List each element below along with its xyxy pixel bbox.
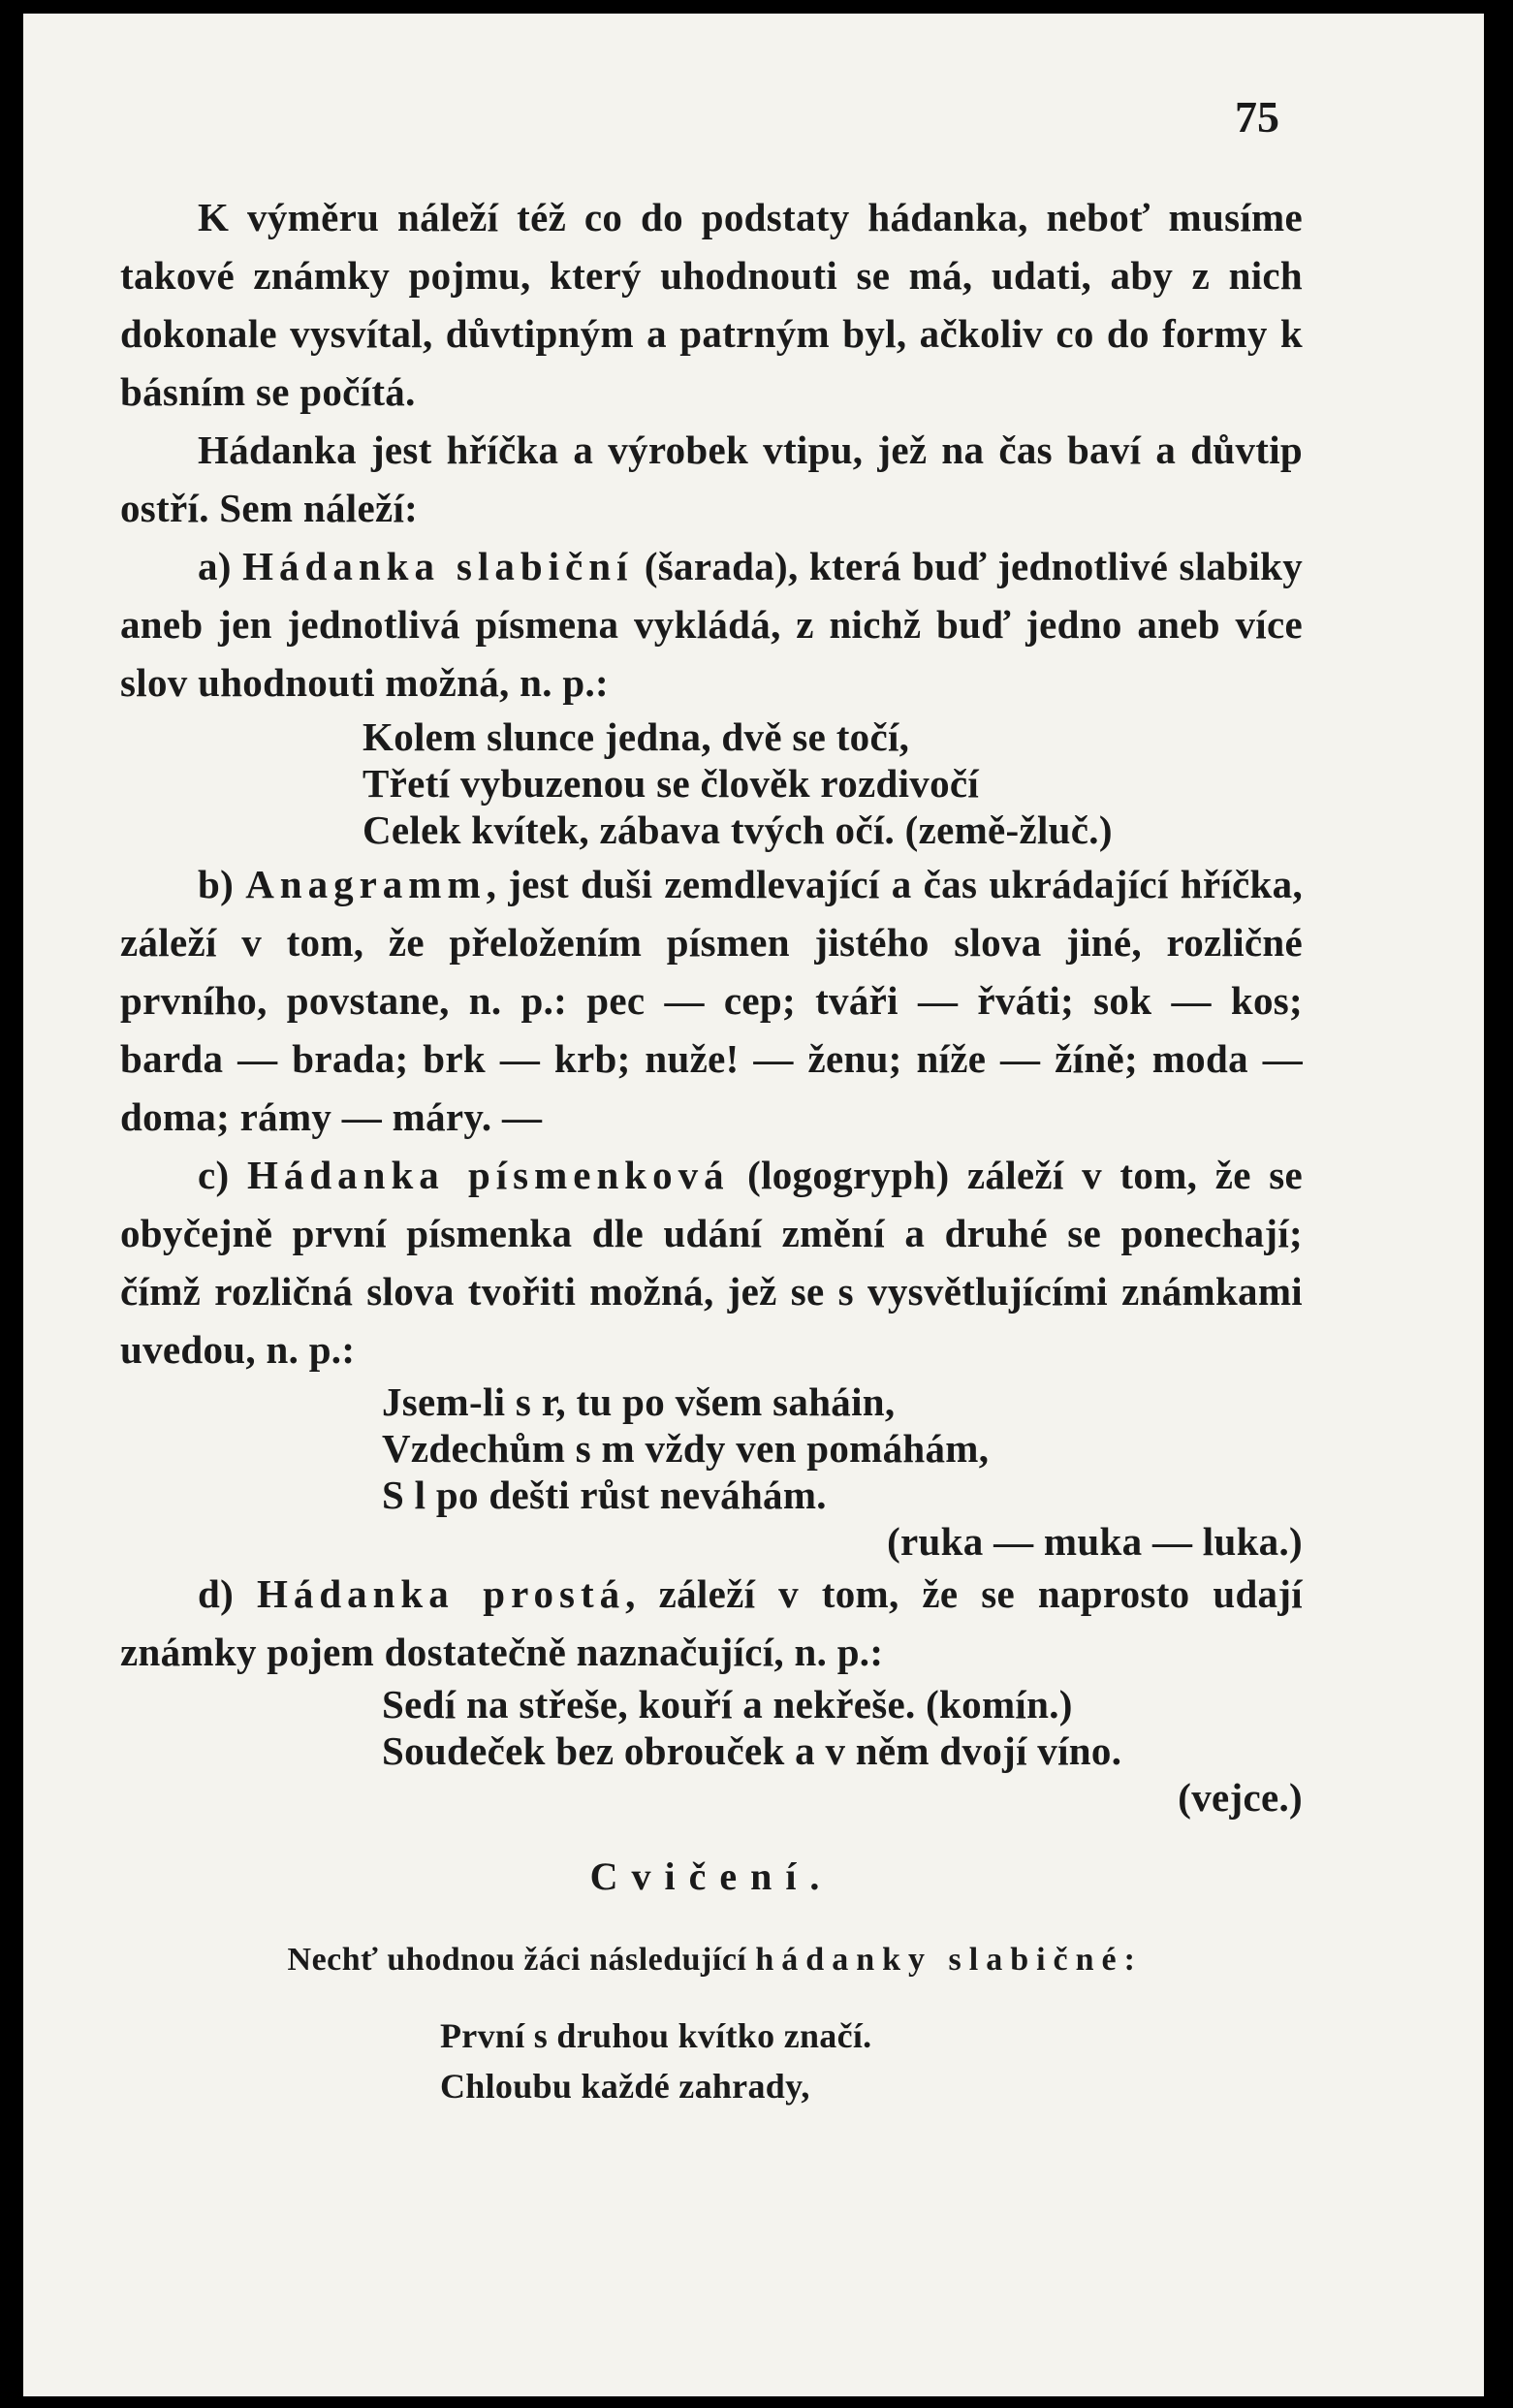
scan-border-left (14, 14, 23, 2396)
item-c-text: (logogryph) záleží v tom, že se obyčejně první písmenka dle udání změní a druhé se ponechají; čímž rozličná slova tvořiti možná, jež se s vysvětlujícími známkami uvedou, n. p.: (120, 1153, 1303, 1372)
verse-line: Chloubu každé zahrady, (440, 2067, 810, 2106)
item-d-term: Hádanka prostá (256, 1571, 626, 1616)
verse-line: Soudeček bez obrouček a v něm dvojí víno. (382, 1728, 1122, 1773)
item-b-text: , jest duši zemdlevající a čas ukrádající hříčka, záleží v tom, že přeložením písmen jistého slova jiné, rozličné prvního, povstane, n. p.: pec — cep; tváři — řváti; sok — kos; barda — brada; brk — krb; nuže! — ženu; níže — žíně; moda — doma; rámy — máry. — (120, 862, 1303, 1139)
paragraph-hadanka: Hádanka jest hříčka a výrobek vtipu, jež na čas baví a důvtip ostří. Sem náleží: (120, 428, 1303, 530)
item-c-label: c) (198, 1153, 247, 1197)
item-b-label: b) (198, 862, 246, 906)
item-b-term: Anagramm (245, 862, 487, 906)
verse-line: První s druhou kvítko značí. (440, 2016, 872, 2055)
task-term: hádanky slabičné (755, 1942, 1124, 1978)
verse-line: Sedí na střeše, kouří a nekřeše. (komín.) (382, 1682, 1073, 1727)
item-a-text: (šarada), která buď jednotlivé slabiky aneb jen jednotlivá písmena vykládá, z nichž buď jedno aneb více slov uhodnouti možná, n. p.: (120, 544, 1304, 705)
page-number: 75 (1235, 92, 1279, 142)
verse-answer: (vejce.) (1178, 1775, 1303, 1820)
verse-answer: (ruka — muka — luka.) (887, 1519, 1303, 1564)
verse-line: Třetí vybuzenou se člověk rozdivočí (362, 761, 980, 806)
section-heading: Cvičení. (589, 1854, 834, 1898)
verse-a (362, 713, 1303, 853)
verse-line: Celek kvítek, zábava tvých očí. (země-žluč.) (362, 808, 1113, 852)
exercise-verse (440, 2011, 1303, 2111)
verse-line: Kolem slunce jedna, dvě se točí, (362, 714, 910, 759)
item-d-label: d) (198, 1571, 257, 1616)
exercise-task (120, 1931, 1303, 1989)
task-end: : (1123, 1942, 1136, 1978)
task-text: Nechť uhodnou žáci následující (287, 1942, 756, 1978)
item-c (120, 1146, 1303, 1378)
verse-line: Jsem-li s r, tu po všem saháin, (382, 1379, 896, 1424)
paragraph-definition: K výměru náleží též co do podstaty hádanka, neboť musíme takové známky pojmu, který uhodnouti se má, udati, aby z nich dokonale vysvítal, důvtipným a patrným byl, ačkoliv co do formy k básním se počítá. (120, 195, 1303, 414)
verse-line: S l po dešti růst neváhám. (382, 1473, 827, 1517)
book-page (14, 14, 1490, 2396)
item-b (120, 855, 1303, 1146)
page-text (120, 188, 1303, 2111)
scan-border-right (1484, 14, 1490, 2396)
item-a (120, 537, 1303, 712)
item-c-term: Hádanka písmenková (246, 1153, 730, 1197)
verse-c (382, 1378, 1303, 1565)
item-d (120, 1565, 1303, 1681)
verse-line: Vzdechům s m vždy ven pomáhám, (382, 1426, 990, 1471)
verse-d (382, 1681, 1303, 1821)
item-a-term: Hádanka slabiční (242, 544, 634, 588)
item-a-label: a) (198, 544, 243, 588)
item-d-text: , záleží v tom, že se naprosto udají známky pojem dostatečně naznačující, n. p.: (120, 1571, 1303, 1674)
